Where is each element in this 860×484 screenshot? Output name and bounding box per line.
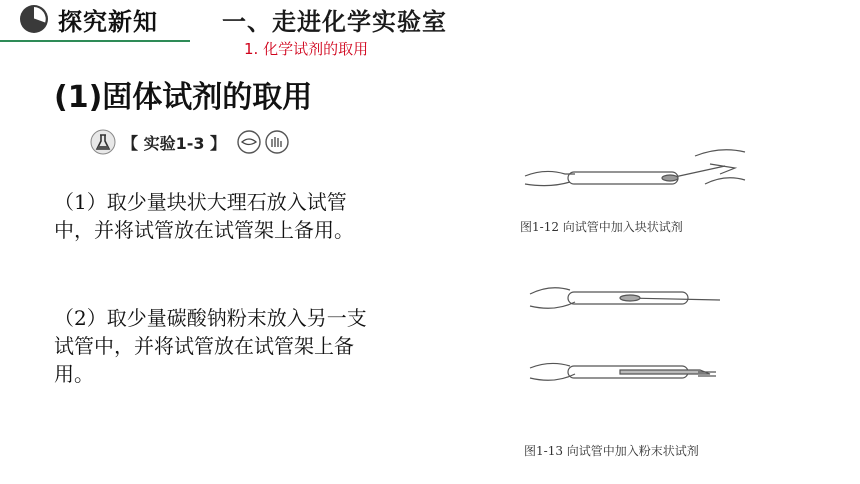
figure-powder-illustration	[520, 276, 750, 396]
paragraph-1: （1）取少量块状大理石放入试管中，并将试管放在试管架上备用。	[54, 190, 354, 242]
section-title: 探究新知	[58, 8, 158, 36]
pie-chart-icon	[18, 3, 50, 35]
subsection-title: 1. 化学试剂的取用	[244, 40, 369, 58]
chapter-title: 一、走进化学实验室	[222, 8, 447, 36]
header-underline	[0, 40, 190, 42]
section-badge	[18, 4, 50, 34]
safety-goggles-and-hand-icons	[236, 129, 296, 155]
paragraph-2: （2）取少量碳酸钠粉末放入另一支试管中，并将试管放在试管架上备用。	[54, 306, 367, 386]
main-heading: (1)固体试剂的取用	[54, 80, 313, 115]
figure-caption-2: 图1-13 向试管中加入粉末状试剂	[524, 444, 699, 458]
figure-caption-1: 图1-12 向试管中加入块状试剂	[520, 220, 683, 234]
flask-icon	[90, 129, 116, 155]
figure-block-solid-illustration	[520, 144, 750, 214]
experiment-row	[90, 126, 296, 158]
experiment-label: 【 实验1-3 】	[122, 133, 227, 153]
